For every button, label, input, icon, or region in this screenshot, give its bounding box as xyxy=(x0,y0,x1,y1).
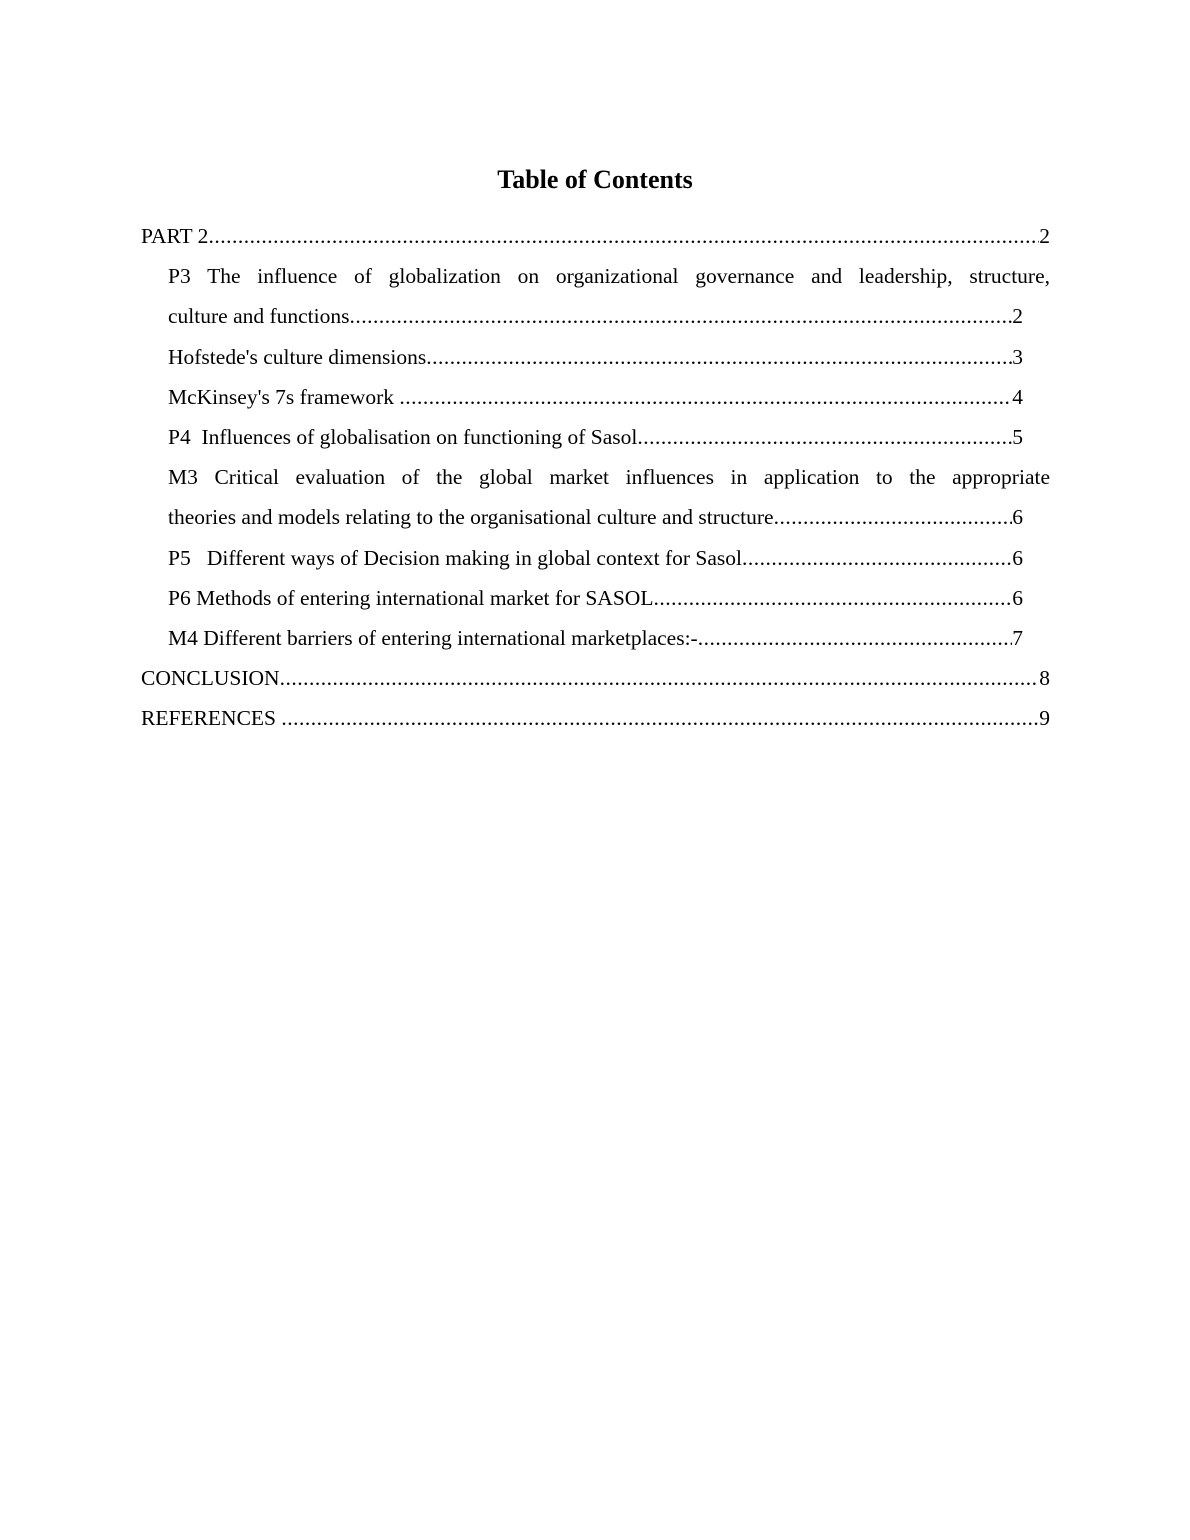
toc-page-number: 6 xyxy=(1012,545,1023,570)
toc-page-number: 4 xyxy=(1012,384,1023,409)
table-of-contents xyxy=(141,216,1050,739)
toc-entry-label: Hofstede's culture dimensions xyxy=(168,344,427,369)
toc-entry-label: P5 Different ways of Decision making in global context for Sasol xyxy=(168,545,743,570)
toc-entry-m3[interactable] xyxy=(168,457,1050,537)
toc-entry-label: M4 Different barriers of entering international marketplaces:- xyxy=(168,626,698,651)
dot-leader xyxy=(280,658,1040,698)
toc-page-number: 7 xyxy=(1012,626,1023,651)
toc-page-number: 6 xyxy=(1012,505,1023,530)
toc-page-number: 6 xyxy=(1012,585,1023,610)
toc-page-number: 5 xyxy=(1012,425,1023,450)
toc-entry-references[interactable] xyxy=(141,698,1050,738)
dot-leader xyxy=(653,578,1012,618)
dot-leader xyxy=(698,618,1013,658)
dot-leader xyxy=(350,296,1013,336)
dot-leader xyxy=(208,216,1039,256)
toc-entry-label: McKinsey's 7s framework xyxy=(168,384,400,409)
toc-page-number: 9 xyxy=(1039,706,1050,731)
toc-entry-label: PART 2 xyxy=(141,224,209,248)
dot-leader xyxy=(399,377,1012,417)
dot-leader xyxy=(426,337,1012,377)
toc-entry-hofstede[interactable] xyxy=(168,337,1023,377)
toc-entry-p6[interactable] xyxy=(168,578,1023,618)
toc-entry-mckinsey[interactable] xyxy=(168,377,1023,417)
toc-page-number: 3 xyxy=(1012,344,1023,369)
dot-leader xyxy=(281,698,1039,738)
dot-leader xyxy=(774,497,1013,537)
toc-entry-conclusion[interactable] xyxy=(141,658,1050,698)
toc-page-number: 2 xyxy=(1012,304,1023,329)
toc-entry-label: P4 Influences of globalisation on functioning of Sasol xyxy=(168,425,638,450)
toc-entry-label: P6 Methods of entering international market for SASOL xyxy=(168,585,654,610)
toc-heading: Table of Contents xyxy=(497,165,693,194)
toc-entry-label: culture and functions xyxy=(168,304,350,329)
toc-page-number: 8 xyxy=(1039,666,1050,691)
toc-entry-label: theories and models relating to the organisational culture and structure xyxy=(168,505,774,530)
toc-page-number: 2 xyxy=(1039,224,1050,248)
toc-entry-p5[interactable] xyxy=(168,538,1023,578)
toc-entry-label-line1: P3 The influence of globalization on organizational governance and leadership, structure, xyxy=(168,264,1050,289)
dot-leader xyxy=(742,538,1012,578)
toc-entry-p4[interactable] xyxy=(168,417,1023,457)
toc-entry-part-2[interactable] xyxy=(141,216,1050,256)
toc-entry-label: CONCLUSION xyxy=(141,666,280,691)
toc-entry-m4[interactable] xyxy=(168,618,1023,658)
toc-entry-label: REFERENCES xyxy=(141,706,282,731)
dot-leader xyxy=(637,417,1012,457)
toc-entry-label-line1: M3 Critical evaluation of the global market influences in application to the appropriate xyxy=(168,465,1050,490)
toc-entry-p3[interactable] xyxy=(168,256,1050,336)
